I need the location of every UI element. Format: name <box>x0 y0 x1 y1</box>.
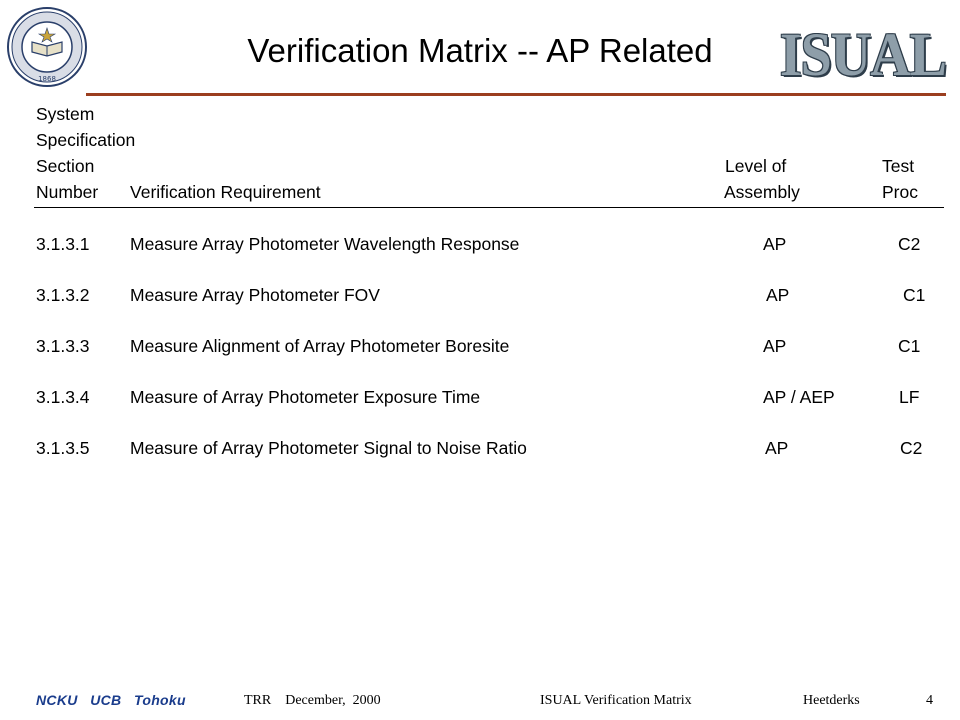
row-requirement: Measure Alignment of Array Photometer Boresite <box>130 336 510 356</box>
row-requirement: Measure Array Photometer FOV <box>130 285 380 305</box>
row-section: 3.1.3.4 <box>36 387 90 407</box>
header-divider <box>34 207 944 208</box>
header-number: Number <box>36 182 99 202</box>
seal-year: 1868 <box>38 75 56 83</box>
title-divider <box>86 93 946 96</box>
row-level: AP <box>763 336 787 356</box>
header-specification: Specification <box>36 130 136 150</box>
footer-orgs: NCKU UCB Tohoku <box>36 692 186 708</box>
row-level: AP <box>763 234 787 254</box>
row-proc: LF <box>899 387 920 407</box>
footer-page-number: 4 <box>926 693 933 708</box>
row-section: 3.1.3.3 <box>36 336 90 356</box>
header-verification-requirement: Verification Requirement <box>130 182 321 202</box>
row-proc: C1 <box>898 336 921 356</box>
header-test: Test <box>882 156 915 176</box>
row-requirement: Measure Array Photometer Wavelength Response <box>130 234 520 254</box>
row-level: AP <box>766 285 790 305</box>
slide-title: Verification Matrix -- AP Related <box>247 32 713 69</box>
header-assembly: Assembly <box>724 182 800 202</box>
row-section: 3.1.3.2 <box>36 285 90 305</box>
footer-author: Heetderks <box>803 693 860 708</box>
row-level: AP <box>765 438 789 458</box>
header-proc: Proc <box>882 182 918 202</box>
header-system: System <box>36 104 95 124</box>
row-proc: C2 <box>898 234 921 254</box>
row-requirement: Measure of Array Photometer Exposure Time <box>130 387 481 407</box>
isual-logo: ISUAL <box>779 21 946 90</box>
row-section: 3.1.3.5 <box>36 438 90 458</box>
footer-meeting: TRR December, 2000 <box>244 693 381 708</box>
header-level-of: Level of <box>725 156 787 176</box>
row-section: 3.1.3.1 <box>36 234 90 254</box>
row-proc: C1 <box>903 285 926 305</box>
row-level: AP / AEP <box>763 387 835 407</box>
row-requirement: Measure of Array Photometer Signal to Noise Ratio <box>130 438 527 458</box>
header-section: Section <box>36 156 95 176</box>
footer-doc-title: ISUAL Verification Matrix <box>540 693 692 708</box>
row-proc: C2 <box>900 438 923 458</box>
